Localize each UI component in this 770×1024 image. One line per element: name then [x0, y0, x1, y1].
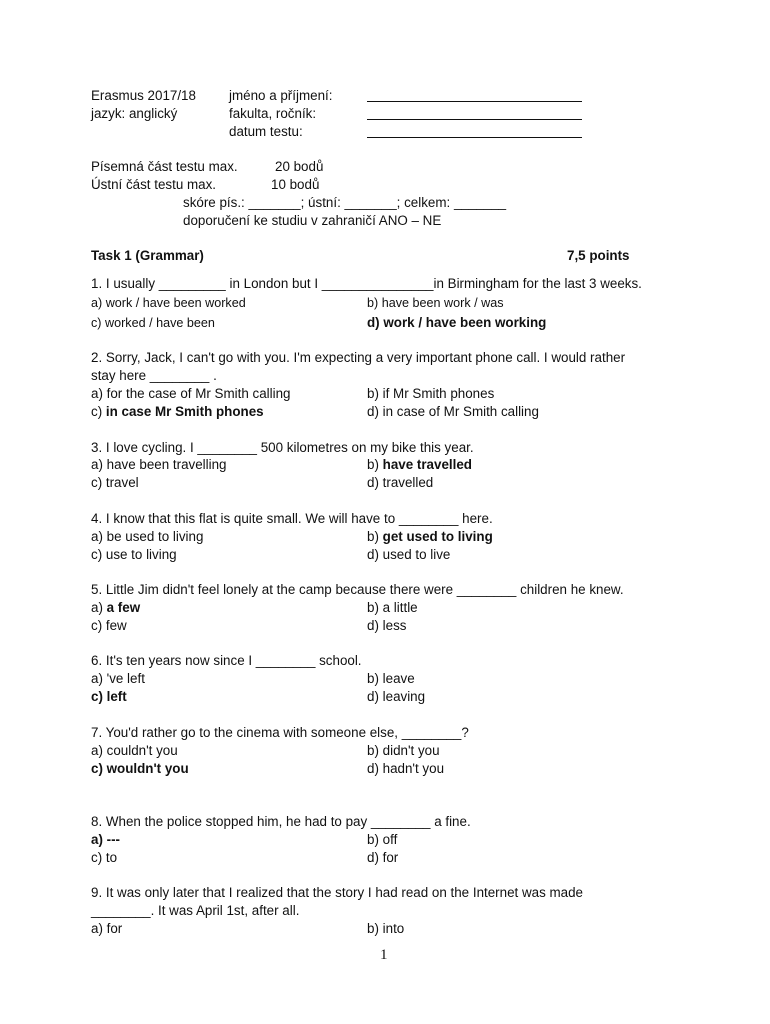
header-erasmus: Erasmus 2017/18 [91, 88, 196, 103]
question-4-option-d[interactable]: d) used to live [367, 547, 451, 562]
question-4-text: 4. I know that this flat is quite small. We will have to ________ here. [91, 511, 493, 526]
question-4-option-c[interactable]: c) use to living [91, 547, 177, 562]
question-3-option-d[interactable]: d) travelled [367, 475, 434, 490]
question-7-option-a[interactable]: a) couldn't you [91, 743, 178, 758]
question-2-option-c[interactable]: c) in case Mr Smith phones [91, 404, 264, 419]
question-2-option-d[interactable]: d) in case of Mr Smith calling [367, 404, 539, 419]
question-8-text: 8. When the police stopped him, he had to pay ________ a fine. [91, 814, 471, 829]
question-8-option-b[interactable]: b) off [367, 832, 398, 847]
question-2-option-b[interactable]: b) if Mr Smith phones [367, 386, 495, 401]
question-3-option-c[interactable]: c) travel [91, 475, 139, 490]
question-2-text-line-2: stay here ________ . [91, 368, 217, 383]
recommendation-line: doporučení ke studiu v zahraničí ANO – NE [183, 213, 442, 228]
question-3-option-a[interactable]: a) have been travelling [91, 457, 227, 472]
question-3-text: 3. I love cycling. I ________ 500 kilometres on my bike this year. [91, 440, 474, 455]
question-7-option-d[interactable]: d) hadn't you [367, 761, 445, 776]
question-6-text: 6. It's ten years now since I ________ school. [91, 653, 362, 668]
label-name: jméno a příjmení: [229, 88, 333, 103]
question-4-option-b[interactable]: b) get used to living [367, 529, 493, 544]
question-1-text: 1. I usually _________ in London but I _______________in Birmingham for the last 3 weeks. [91, 276, 642, 291]
question-2-option-a[interactable]: a) for the case of Mr Smith calling [91, 386, 291, 401]
question-2-text-line-1: 2. Sorry, Jack, I can't go with you. I'm expecting a very important phone call. I would rather [91, 350, 626, 365]
question-6-option-a[interactable]: a) 've left [91, 671, 145, 686]
name-field-line[interactable] [367, 101, 582, 102]
task-points: 7,5 points [567, 248, 630, 263]
question-5-text: 5. Little Jim didn't feel lonely at the camp because there were ________ children he knew. [91, 582, 624, 597]
task-title: Task 1 (Grammar) [91, 248, 204, 263]
question-6-option-d[interactable]: d) leaving [367, 689, 426, 704]
question-9-option-b[interactable]: b) into [367, 921, 405, 936]
question-1-option-a[interactable]: a) work / have been worked [91, 296, 246, 310]
written-part-value: 20 bodů [275, 159, 324, 174]
question-9-option-a[interactable]: a) for [91, 921, 123, 936]
question-5-option-b[interactable]: b) a little [367, 600, 418, 615]
oral-part-label: Ústní část testu max. [91, 177, 217, 192]
question-5-option-a[interactable]: a) a few [91, 600, 141, 615]
question-5-option-c[interactable]: c) few [91, 618, 127, 633]
label-test-date: datum testu: [229, 124, 303, 139]
question-8-option-a[interactable]: a) --- [91, 832, 121, 847]
question-1-option-c[interactable]: c) worked / have been [91, 316, 215, 330]
page-number: 1 [380, 947, 388, 963]
question-9-text-line-1: 9. It was only later that I realized that the story I had read on the Internet was made [91, 885, 584, 900]
header-language: jazyk: anglický [91, 106, 178, 121]
question-1-option-d[interactable]: d) work / have been working [367, 315, 547, 330]
score-line: skóre pís.: _______; ústní: _______; celkem: _______ [183, 195, 507, 210]
question-8-option-c[interactable]: c) to [91, 850, 118, 865]
question-1-option-b[interactable]: b) have been work / was [367, 296, 504, 310]
faculty-field-line[interactable] [367, 119, 582, 120]
label-faculty: fakulta, ročník: [229, 106, 317, 121]
question-3-option-b[interactable]: b) have travelled [367, 457, 472, 472]
question-5-option-d[interactable]: d) less [367, 618, 407, 633]
question-7-option-b[interactable]: b) didn't you [367, 743, 440, 758]
question-9-text-line-2: ________. It was April 1st, after all. [91, 903, 300, 918]
question-7-option-c[interactable]: c) wouldn't you [91, 761, 189, 776]
question-6-option-b[interactable]: b) leave [367, 671, 415, 686]
question-6-option-c[interactable]: c) left [91, 689, 127, 704]
question-8-option-d[interactable]: d) for [367, 850, 399, 865]
oral-part-value: 10 bodů [271, 177, 320, 192]
question-7-text: 7. You'd rather go to the cinema with someone else, ________? [91, 725, 469, 740]
written-part-label: Písemná část testu max. [91, 159, 238, 174]
question-4-option-a[interactable]: a) be used to living [91, 529, 204, 544]
date-field-line[interactable] [367, 137, 582, 138]
